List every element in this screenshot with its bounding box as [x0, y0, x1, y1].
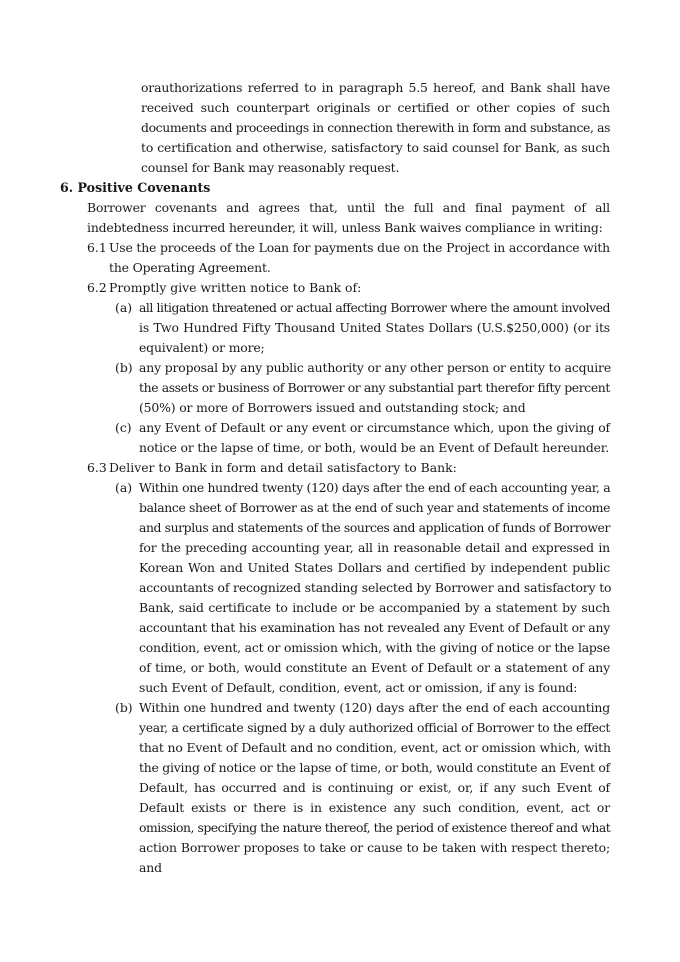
text-line: and [139, 860, 162, 875]
text-line: documents and proceedings in connection therewith in form and substance, as [141, 120, 611, 135]
text-line: such Event of Default, condition, event, act or omission, if any is found: [139, 680, 578, 695]
text-line: the Operating Agreement. [109, 260, 271, 275]
text-line: Within one hundred twenty (120) days after the end of each accounting year, a [139, 480, 611, 495]
text-line: Default, has occurred and is continuing or exist, or, if any such Event of [139, 780, 610, 795]
text-line: Bank, said certificate to include or be accompanied by a statement by such [139, 600, 610, 615]
text-line: Korean Won and United States Dollars and certified by independent public [139, 560, 610, 575]
clause-number: 6.3 [87, 460, 107, 475]
text-line: any proposal by any public authority or any other person or entity to acquire [139, 360, 612, 375]
text-line: all litigation threatened or actual affecting Borrower where the amount involved [139, 300, 610, 315]
item-label: (a) [115, 300, 133, 315]
item-label: (b) [115, 700, 133, 715]
clause-number: 6.1 [87, 240, 107, 255]
item-label: (b) [115, 360, 133, 375]
text-line: indebtedness incurred hereunder, it will, unless Bank waives compliance in writing: [87, 220, 603, 235]
text-line: Default exists or there is in existence any such condition, event, act or [139, 800, 610, 815]
text-line: counsel for Bank may reasonably request. [141, 160, 400, 175]
text-line: action Borrower proposes to take or cause to be taken with respect thereto; [139, 840, 610, 855]
clause-text: Deliver to Bank in form and detail satisfactory to Bank: [109, 460, 457, 475]
item-label: (c) [115, 420, 132, 435]
text-line: notice or the lapse of time, or both, would be an Event of Default hereunder. [139, 440, 609, 455]
text-line: that no Event of Default and no condition, event, act or omission which, with [139, 740, 611, 755]
text-line: is Two Hundred Fifty Thousand United States Dollars (U.S.$250,000) (or its [139, 320, 610, 335]
clause-text: Promptly give written notice to Bank of: [109, 280, 362, 295]
clause-number: 6.2 [87, 280, 107, 295]
text-line: of time, or both, would constitute an Event of Default or a statement of any [139, 660, 610, 675]
text-line: equivalent) or more; [139, 340, 265, 355]
text-line: for the preceding accounting year, all in reasonable detail and expressed in [139, 540, 610, 555]
text-line: accountant that his examination has not revealed any Event of Default or any [139, 620, 610, 635]
text-line: the giving of notice or the lapse of time, or both, would constitute an Event of [139, 760, 610, 775]
text-line: received such counterpart originals or certified or other copies of such [141, 100, 610, 115]
text-line: orauthorizations referred to in paragraph 5.5 hereof, and Bank shall have [141, 80, 610, 95]
text-line: Borrower covenants and agrees that, until the full and final payment of all [87, 200, 610, 215]
text-line: Within one hundred and twenty (120) days after the end of each accounting [139, 700, 610, 715]
text-line: to certification and otherwise, satisfactory to said counsel for Bank, as such [141, 140, 610, 155]
text-line: and surplus and statements of the sources and application of funds of Borrower [139, 520, 610, 535]
text-line: balance sheet of Borrower as at the end of such year and statements of income [139, 500, 611, 515]
section-heading: 6. Positive Covenants [60, 180, 211, 195]
text-line: any Event of Default or any event or circumstance which, upon the giving of [139, 420, 610, 435]
text-line: the assets or business of Borrower or any substantial part therefor fifty percent [139, 380, 610, 395]
text-line: (50%) or more of Borrowers issued and outstanding stock; and [139, 400, 526, 415]
text-line: omission, specifying the nature thereof, the period of existence thereof and what [139, 820, 611, 835]
text-line: Use the proceeds of the Loan for payments due on the Project in accordance with [109, 240, 610, 255]
text-line: condition, event, act or omission which, with the giving of notice or the lapse [139, 640, 610, 655]
text-line: accountants of recognized standing selected by Borrower and satisfactory to [139, 580, 612, 595]
item-label: (a) [115, 480, 133, 495]
text-line: year, a certificate signed by a duly authorized official of Borrower to the effect [139, 720, 611, 735]
